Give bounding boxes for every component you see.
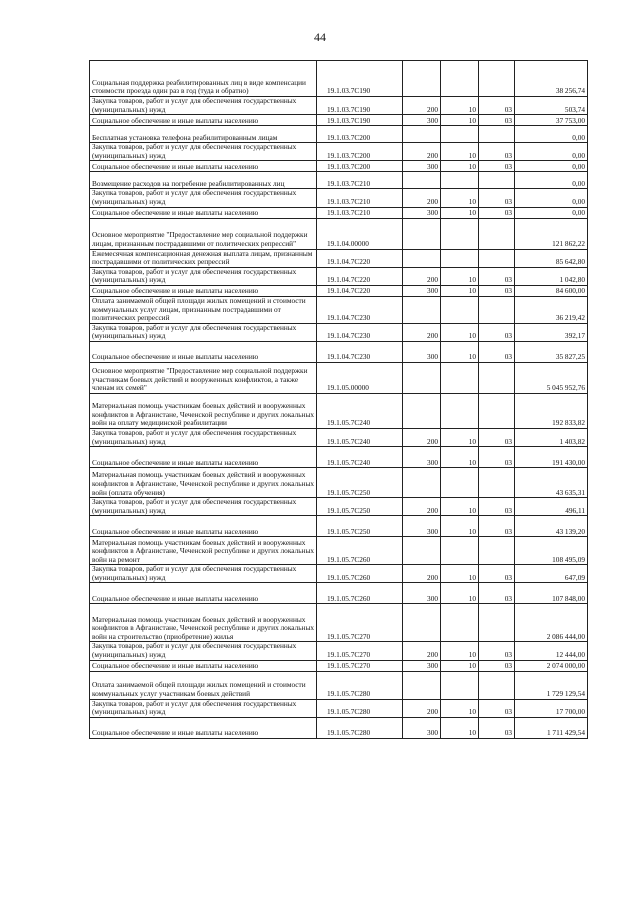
row-name-cell: Закупка товаров, работ и услуг для обеспечения государственных (муниципальных) нужд [90,642,317,660]
row-amount-cell: 12 444,00 [515,642,588,660]
row-subsection-cell: 03 [479,143,515,161]
row-expense-type-cell: 200 [403,97,441,115]
row-section-cell: 10 [441,565,479,583]
table-row [90,516,588,537]
row-expense-type-cell: 300 [403,341,441,362]
row-code-cell: 19.1.05.7С240 [317,393,403,428]
table-row [90,699,588,717]
table-row [90,604,588,642]
row-amount-cell: 5 045 952,76 [515,362,588,393]
row-code-cell: 19.1.05.7С250 [317,468,403,498]
table-row [90,717,588,738]
table-row [90,207,588,218]
row-subsection-cell [479,537,515,565]
table-row [90,671,588,699]
row-amount-cell: 108 495,09 [515,537,588,565]
row-expense-type-cell: 300 [403,516,441,537]
row-subsection-cell: 03 [479,516,515,537]
table-row [90,249,588,267]
row-subsection-cell: 03 [479,583,515,604]
row-code-cell: 19.1.04.7С230 [317,341,403,362]
row-section-cell: 10 [441,161,479,172]
row-subsection-cell: 03 [479,447,515,468]
row-expense-type-cell [403,218,441,249]
row-section-cell [441,61,479,97]
row-name-cell: Закупка товаров, работ и услуг для обеспечения государственных (муниципальных) нужд [90,143,317,161]
row-amount-cell: 191 430,00 [515,447,588,468]
row-expense-type-cell [403,468,441,498]
row-amount-cell: 503,74 [515,97,588,115]
row-amount-cell: 121 862,22 [515,218,588,249]
row-code-cell: 19.1.03.7С190 [317,97,403,115]
table-row [90,393,588,428]
row-section-cell: 10 [441,341,479,362]
row-expense-type-cell: 200 [403,143,441,161]
row-amount-cell: 392,17 [515,323,588,341]
row-expense-type-cell [403,362,441,393]
row-code-cell: 19.1.05.7С250 [317,516,403,537]
row-name-cell: Бесплатная установка телефона реабилитированным лицам [90,126,317,143]
row-expense-type-cell: 300 [403,207,441,218]
row-expense-type-cell: 200 [403,267,441,285]
table-row [90,143,588,161]
row-name-cell: Социальное обеспечение и иные выплаты населению [90,341,317,362]
row-expense-type-cell [403,249,441,267]
row-expense-type-cell: 300 [403,717,441,738]
row-name-cell: Основное мероприятие "Предоставление мер социальной поддержки лицам, признанным пострадавшими от политических репрессий" [90,218,317,249]
row-code-cell: 19.1.04.7С220 [317,267,403,285]
row-expense-type-cell: 200 [403,642,441,660]
row-code-cell: 19.1.05.7С250 [317,498,403,516]
row-amount-cell: 1 042,80 [515,267,588,285]
row-section-cell: 10 [441,699,479,717]
row-section-cell: 10 [441,660,479,671]
row-code-cell: 19.1.03.7С210 [317,172,403,189]
row-code-cell: 19.1.03.7С200 [317,126,403,143]
row-subsection-cell [479,126,515,143]
row-section-cell [441,362,479,393]
row-subsection-cell: 03 [479,115,515,126]
row-code-cell: 19.1.03.7С190 [317,115,403,126]
row-expense-type-cell: 200 [403,565,441,583]
row-expense-type-cell [403,671,441,699]
row-code-cell: 19.1.05.7С270 [317,642,403,660]
table-row [90,161,588,172]
table-row [90,126,588,143]
row-subsection-cell: 03 [479,161,515,172]
row-code-cell: 19.1.04.7С230 [317,323,403,341]
table-row [90,97,588,115]
row-amount-cell: 35 827,25 [515,341,588,362]
table-row [90,428,588,446]
row-name-cell: Закупка товаров, работ и услуг для обеспечения государственных (муниципальных) нужд [90,97,317,115]
row-name-cell: Социальное обеспечение и иные выплаты населению [90,285,317,296]
row-code-cell: 19.1.05.7С240 [317,428,403,446]
row-section-cell: 10 [441,207,479,218]
row-section-cell [441,671,479,699]
table-row [90,468,588,498]
row-expense-type-cell [403,604,441,642]
row-amount-cell: 2 086 444,00 [515,604,588,642]
row-amount-cell: 192 833,82 [515,393,588,428]
row-section-cell [441,393,479,428]
row-subsection-cell: 03 [479,267,515,285]
table-row [90,267,588,285]
table-row [90,285,588,296]
row-amount-cell: 0,00 [515,207,588,218]
row-expense-type-cell [403,126,441,143]
row-expense-type-cell: 300 [403,285,441,296]
row-section-cell: 10 [441,189,479,207]
row-name-cell: Социальная поддержка реабилитированных лиц в виде компенсации стоимости проезда один раз в год (туда и обратно) [90,61,317,97]
row-code-cell: 19.1.04.7С220 [317,249,403,267]
row-subsection-cell: 03 [479,717,515,738]
row-section-cell: 10 [441,583,479,604]
row-name-cell: Социальное обеспечение и иные выплаты населению [90,447,317,468]
row-name-cell: Материальная помощь участникам боевых действий и вооруженных конфликтов в Афганистане, Чеченской республике и других локальных войн на строительство (приобретение) жилья [90,604,317,642]
table-row [90,447,588,468]
table-row [90,115,588,126]
row-code-cell: 19.1.04.7С220 [317,285,403,296]
row-name-cell: Оплата занимаемой общей площади жилых помещений и стоимости коммунальных услуг участникам боевых действий [90,671,317,699]
row-code-cell: 19.1.05.7С270 [317,660,403,671]
row-section-cell: 10 [441,447,479,468]
table-row [90,660,588,671]
row-subsection-cell: 03 [479,285,515,296]
row-expense-type-cell: 200 [403,699,441,717]
row-section-cell: 10 [441,717,479,738]
row-subsection-cell: 03 [479,428,515,446]
row-section-cell: 10 [441,143,479,161]
row-section-cell [441,218,479,249]
row-code-cell: 19.1.04.00000 [317,218,403,249]
row-code-cell: 19.1.04.7С230 [317,296,403,323]
row-name-cell: Социальное обеспечение и иные выплаты населению [90,207,317,218]
table-row [90,498,588,516]
row-expense-type-cell [403,172,441,189]
row-subsection-cell: 03 [479,207,515,218]
row-code-cell: 19.1.03.7С200 [317,161,403,172]
row-name-cell: Ежемесячная компенсационная денежная выплата лицам, признанным пострадавшими от политических репрессий [90,249,317,267]
row-name-cell: Социальное обеспечение и иные выплаты населению [90,115,317,126]
row-expense-type-cell [403,296,441,323]
row-expense-type-cell [403,61,441,97]
row-amount-cell: 38 256,74 [515,61,588,97]
row-amount-cell: 43 635,31 [515,468,588,498]
row-expense-type-cell: 300 [403,115,441,126]
row-name-cell: Социальное обеспечение и иные выплаты населению [90,717,317,738]
row-section-cell [441,468,479,498]
row-code-cell: 19.1.05.7С280 [317,671,403,699]
row-name-cell: Закупка товаров, работ и услуг для обеспечения государственных (муниципальных) нужд [90,498,317,516]
row-amount-cell: 1 403,82 [515,428,588,446]
row-name-cell: Закупка товаров, работ и услуг для обеспечения государственных (муниципальных) нужд [90,323,317,341]
row-subsection-cell [479,172,515,189]
row-section-cell: 10 [441,267,479,285]
row-amount-cell: 17 700,00 [515,699,588,717]
row-amount-cell: 0,00 [515,189,588,207]
page-number: 44 [314,30,326,44]
table-row [90,61,588,97]
row-subsection-cell [479,362,515,393]
row-code-cell: 19.1.05.7С260 [317,583,403,604]
row-section-cell [441,249,479,267]
row-code-cell: 19.1.05.7С280 [317,717,403,738]
row-section-cell: 10 [441,115,479,126]
row-name-cell: Закупка товаров, работ и услуг для обеспечения государственных (муниципальных) нужд [90,189,317,207]
row-code-cell: 19.1.03.7С210 [317,189,403,207]
row-subsection-cell: 03 [479,323,515,341]
row-name-cell: Оплата занимаемой общей площади жилых помещений и стоимости коммунальных услуг лицам, признанным пострадавшими от политических репрессий [90,296,317,323]
row-name-cell: Материальная помощь участникам боевых действий и вооруженных конфликтов в Афганистане, Чеченской республике и других локальных войн на оплату медицинской реабилитации [90,393,317,428]
row-name-cell: Социальное обеспечение и иные выплаты населению [90,161,317,172]
row-name-cell: Социальное обеспечение и иные выплаты населению [90,583,317,604]
row-amount-cell: 36 219,42 [515,296,588,323]
row-name-cell: Закупка товаров, работ и услуг для обеспечения государственных (муниципальных) нужд [90,428,317,446]
table-row [90,218,588,249]
row-name-cell: Социальное обеспечение и иные выплаты населению [90,516,317,537]
row-amount-cell: 647,09 [515,565,588,583]
row-amount-cell: 107 848,00 [515,583,588,604]
row-subsection-cell [479,604,515,642]
row-expense-type-cell: 300 [403,161,441,172]
budget-table-body [90,61,588,739]
budget-table [89,60,588,739]
row-section-cell: 10 [441,642,479,660]
row-subsection-cell [479,296,515,323]
row-name-cell: Материальная помощь участникам боевых действий и вооруженных конфликтов в Афганистане, Чеченской республике и других локальных войн на ремонт [90,537,317,565]
table-row [90,565,588,583]
row-subsection-cell: 03 [479,642,515,660]
row-code-cell: 19.1.05.7С270 [317,604,403,642]
row-subsection-cell [479,218,515,249]
row-expense-type-cell: 300 [403,447,441,468]
row-section-cell: 10 [441,97,479,115]
row-section-cell: 10 [441,498,479,516]
table-row [90,189,588,207]
row-section-cell [441,604,479,642]
row-subsection-cell: 03 [479,699,515,717]
row-name-cell: Закупка товаров, работ и услуг для обеспечения государственных (муниципальных) нужд [90,267,317,285]
row-code-cell: 19.1.05.7С260 [317,565,403,583]
row-name-cell: Закупка товаров, работ и услуг для обеспечения государственных (муниципальных) нужд [90,565,317,583]
row-name-cell: Основное мероприятие "Предоставление мер социальной поддержки участникам боевых действий и вооруженных конфликтов, а также членам их семей" [90,362,317,393]
row-amount-cell: 0,00 [515,161,588,172]
row-expense-type-cell: 200 [403,428,441,446]
row-code-cell: 19.1.05.7С260 [317,537,403,565]
table-row [90,172,588,189]
row-name-cell: Закупка товаров, работ и услуг для обеспечения государственных (муниципальных) нужд [90,699,317,717]
table-row [90,537,588,565]
row-amount-cell: 0,00 [515,172,588,189]
row-subsection-cell: 03 [479,660,515,671]
row-section-cell: 10 [441,428,479,446]
row-subsection-cell: 03 [479,341,515,362]
table-row [90,323,588,341]
row-code-cell: 19.1.03.7С190 [317,61,403,97]
table-row [90,296,588,323]
row-section-cell [441,126,479,143]
row-amount-cell: 496,11 [515,498,588,516]
row-code-cell: 19.1.03.7С200 [317,143,403,161]
row-code-cell: 19.1.03.7С210 [317,207,403,218]
row-expense-type-cell [403,537,441,565]
row-subsection-cell [479,249,515,267]
row-subsection-cell [479,393,515,428]
row-section-cell [441,537,479,565]
row-subsection-cell [479,468,515,498]
table-row [90,341,588,362]
row-section-cell: 10 [441,323,479,341]
row-code-cell: 19.1.05.7С240 [317,447,403,468]
row-expense-type-cell: 200 [403,189,441,207]
row-subsection-cell: 03 [479,565,515,583]
row-amount-cell: 84 600,00 [515,285,588,296]
row-expense-type-cell: 300 [403,583,441,604]
row-amount-cell: 2 074 000,00 [515,660,588,671]
row-amount-cell: 0,00 [515,143,588,161]
row-amount-cell: 43 139,20 [515,516,588,537]
table-row [90,362,588,393]
row-subsection-cell: 03 [479,498,515,516]
row-expense-type-cell: 200 [403,323,441,341]
row-expense-type-cell: 300 [403,660,441,671]
row-amount-cell: 85 642,80 [515,249,588,267]
row-subsection-cell [479,61,515,97]
row-section-cell [441,296,479,323]
row-expense-type-cell: 200 [403,498,441,516]
row-section-cell [441,172,479,189]
row-name-cell: Социальное обеспечение и иные выплаты населению [90,660,317,671]
table-row [90,583,588,604]
row-subsection-cell: 03 [479,97,515,115]
row-name-cell: Материальная помощь участникам боевых действий и вооруженных конфликтов в Афганистане, Чеченской республике и других локальных войн (оплата обучения) [90,468,317,498]
row-expense-type-cell [403,393,441,428]
row-subsection-cell [479,671,515,699]
row-section-cell: 10 [441,285,479,296]
table-row [90,642,588,660]
row-amount-cell: 1 711 429,54 [515,717,588,738]
row-subsection-cell: 03 [479,189,515,207]
row-code-cell: 19.1.05.7С280 [317,699,403,717]
row-code-cell: 19.1.05.00000 [317,362,403,393]
row-amount-cell: 0,00 [515,126,588,143]
row-name-cell: Возмещение расходов на погребение реабилитированных лиц [90,172,317,189]
row-amount-cell: 37 753,00 [515,115,588,126]
row-section-cell: 10 [441,516,479,537]
row-amount-cell: 1 729 129,54 [515,671,588,699]
